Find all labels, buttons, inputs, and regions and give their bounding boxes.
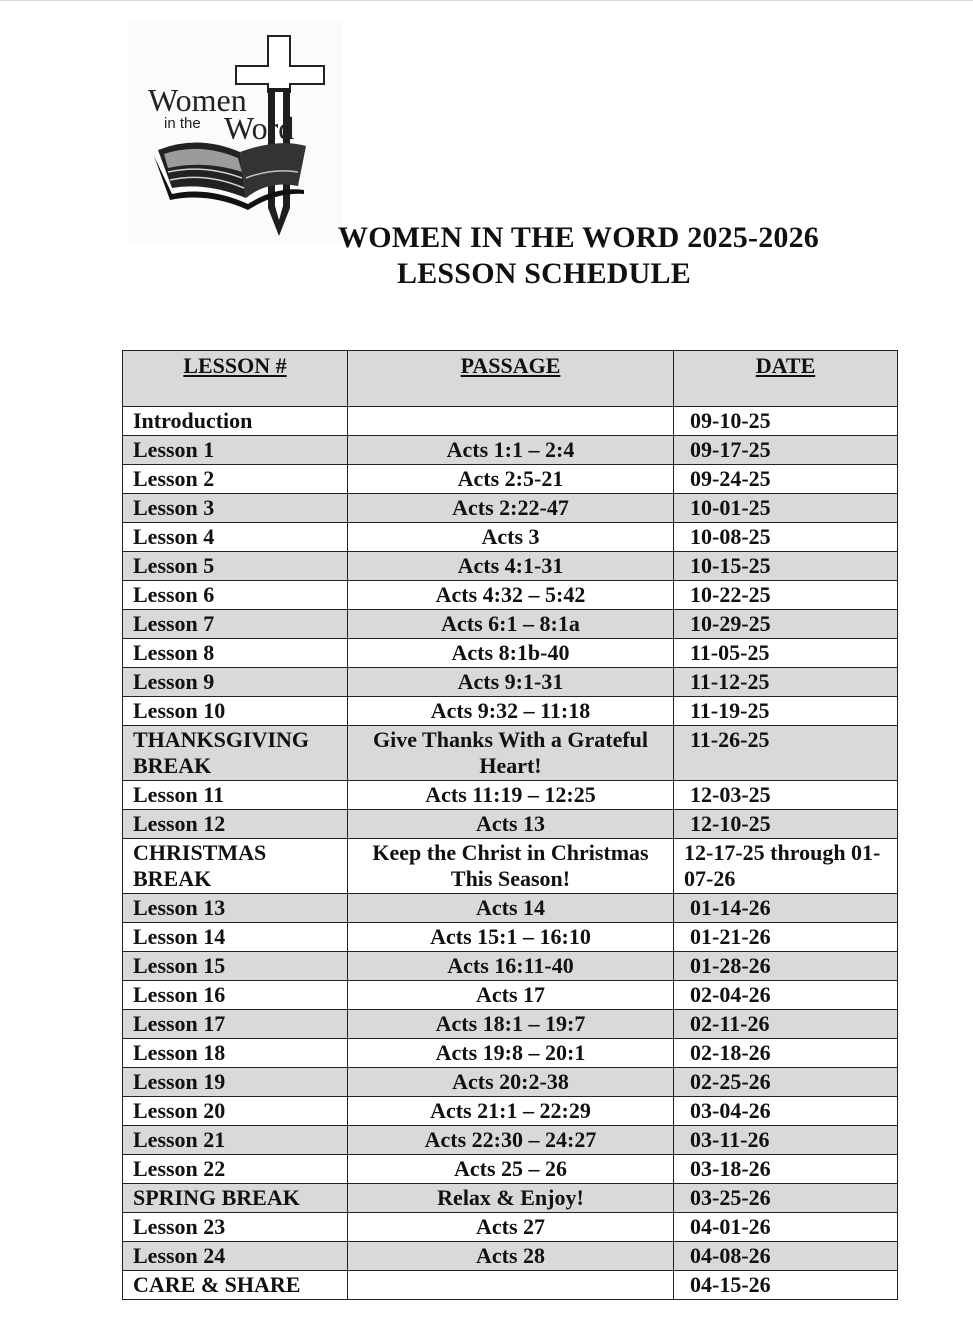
- passage-cell: Acts 13: [348, 810, 674, 839]
- table-row: [123, 668, 898, 697]
- lesson-cell: Lesson 19: [123, 1068, 348, 1097]
- date-cell: 04-15-26: [674, 1271, 898, 1300]
- passage-cell: Acts 11:19 – 12:25: [348, 781, 674, 810]
- table-row: [123, 697, 898, 726]
- table-row: [123, 726, 898, 781]
- passage-cell: Acts 6:1 – 8:1a: [348, 610, 674, 639]
- logo-text-women: Women: [148, 82, 247, 118]
- passage-cell: Acts 25 – 26: [348, 1155, 674, 1184]
- passage-cell: Keep the Christ in Christmas This Season!: [348, 839, 674, 894]
- lesson-cell: Lesson 2: [123, 465, 348, 494]
- date-cell: 02-25-26: [674, 1068, 898, 1097]
- lesson-cell: THANKSGIVING BREAK: [123, 726, 348, 781]
- lesson-cell: CARE & SHARE: [123, 1271, 348, 1300]
- table-row: [123, 1184, 898, 1213]
- date-cell: 01-21-26: [674, 923, 898, 952]
- date-cell: 02-04-26: [674, 981, 898, 1010]
- date-cell: 01-28-26: [674, 952, 898, 981]
- date-cell: 01-14-26: [674, 894, 898, 923]
- date-cell: 04-01-26: [674, 1213, 898, 1242]
- page-title: [338, 220, 819, 292]
- passage-cell: [348, 407, 674, 436]
- lesson-cell: Lesson 9: [123, 668, 348, 697]
- table-row: [123, 1242, 898, 1271]
- lesson-cell: Lesson 22: [123, 1155, 348, 1184]
- table-row: [123, 610, 898, 639]
- date-cell: 11-26-25: [674, 726, 898, 781]
- lesson-cell: Lesson 21: [123, 1126, 348, 1155]
- lesson-cell: Introduction: [123, 407, 348, 436]
- table-row: [123, 1068, 898, 1097]
- passage-cell: Acts 27: [348, 1213, 674, 1242]
- lesson-cell: SPRING BREAK: [123, 1184, 348, 1213]
- table-row: [123, 1097, 898, 1126]
- passage-cell: Acts 8:1b-40: [348, 639, 674, 668]
- passage-cell: Relax & Enjoy!: [348, 1184, 674, 1213]
- passage-cell: Acts 14: [348, 894, 674, 923]
- table-row: [123, 639, 898, 668]
- date-cell: 03-18-26: [674, 1155, 898, 1184]
- lesson-cell: Lesson 24: [123, 1242, 348, 1271]
- women-in-the-word-logo: [128, 22, 342, 244]
- table-row: [123, 523, 898, 552]
- header-lesson-number: LESSON #: [123, 351, 348, 407]
- passage-cell: Give Thanks With a Grateful Heart!: [348, 726, 674, 781]
- table-header-row: [123, 351, 898, 407]
- passage-cell: Acts 17: [348, 981, 674, 1010]
- lesson-cell: Lesson 5: [123, 552, 348, 581]
- date-cell: 11-05-25: [674, 639, 898, 668]
- passage-cell: Acts 9:32 – 11:18: [348, 697, 674, 726]
- lesson-cell: Lesson 14: [123, 923, 348, 952]
- passage-cell: Acts 2:22-47: [348, 494, 674, 523]
- date-cell: 09-24-25: [674, 465, 898, 494]
- date-cell: 11-12-25: [674, 668, 898, 697]
- table-row: [123, 952, 898, 981]
- date-cell: 03-25-26: [674, 1184, 898, 1213]
- passage-cell: Acts 18:1 – 19:7: [348, 1010, 674, 1039]
- lesson-cell: Lesson 13: [123, 894, 348, 923]
- table-row: [123, 1155, 898, 1184]
- lesson-cell: Lesson 3: [123, 494, 348, 523]
- passage-cell: Acts 16:11-40: [348, 952, 674, 981]
- passage-cell: Acts 2:5-21: [348, 465, 674, 494]
- date-cell: 10-08-25: [674, 523, 898, 552]
- table-row: [123, 465, 898, 494]
- passage-cell: Acts 4:1-31: [348, 552, 674, 581]
- date-cell: 12-03-25: [674, 781, 898, 810]
- lesson-cell: Lesson 4: [123, 523, 348, 552]
- date-cell: 02-11-26: [674, 1010, 898, 1039]
- title-line-2: LESSON SCHEDULE: [397, 257, 691, 290]
- table-row: [123, 1271, 898, 1300]
- date-cell: 12-17-25 through 01-07-26: [674, 839, 898, 894]
- table-row: [123, 923, 898, 952]
- table-row: [123, 1126, 898, 1155]
- passage-cell: Acts 4:32 – 5:42: [348, 581, 674, 610]
- passage-cell: Acts 20:2-38: [348, 1068, 674, 1097]
- table-row: [123, 436, 898, 465]
- title-line-1: WOMEN IN THE WORD 2025-2026: [338, 221, 819, 254]
- lesson-cell: Lesson 12: [123, 810, 348, 839]
- lesson-cell: CHRISTMAS BREAK: [123, 839, 348, 894]
- logo-text-word: Word: [224, 110, 295, 146]
- lesson-cell: Lesson 18: [123, 1039, 348, 1068]
- lesson-cell: Lesson 1: [123, 436, 348, 465]
- date-cell: 04-08-26: [674, 1242, 898, 1271]
- passage-cell: Acts 19:8 – 20:1: [348, 1039, 674, 1068]
- table-row: [123, 494, 898, 523]
- table-row: [123, 839, 898, 894]
- date-cell: 03-11-26: [674, 1126, 898, 1155]
- table-row: [123, 407, 898, 436]
- lesson-cell: Lesson 10: [123, 697, 348, 726]
- header-passage: PASSAGE: [348, 351, 674, 407]
- passage-cell: Acts 3: [348, 523, 674, 552]
- table-row: [123, 552, 898, 581]
- passage-cell: Acts 22:30 – 24:27: [348, 1126, 674, 1155]
- passage-cell: [348, 1271, 674, 1300]
- passage-cell: Acts 9:1-31: [348, 668, 674, 697]
- lesson-cell: Lesson 16: [123, 981, 348, 1010]
- date-cell: 10-01-25: [674, 494, 898, 523]
- date-cell: 12-10-25: [674, 810, 898, 839]
- lesson-cell: Lesson 23: [123, 1213, 348, 1242]
- passage-cell: Acts 1:1 – 2:4: [348, 436, 674, 465]
- table-row: [123, 894, 898, 923]
- date-cell: 09-10-25: [674, 407, 898, 436]
- table-row: [123, 781, 898, 810]
- table-row: [123, 581, 898, 610]
- lesson-cell: Lesson 8: [123, 639, 348, 668]
- logo-text-in-the: in the: [164, 115, 201, 132]
- passage-cell: Acts 21:1 – 22:29: [348, 1097, 674, 1126]
- table-body: [123, 407, 898, 1300]
- date-cell: 02-18-26: [674, 1039, 898, 1068]
- lesson-schedule-table: [122, 350, 898, 1300]
- date-cell: 03-04-26: [674, 1097, 898, 1126]
- lesson-cell: Lesson 17: [123, 1010, 348, 1039]
- table-row: [123, 981, 898, 1010]
- lesson-cell: Lesson 20: [123, 1097, 348, 1126]
- date-cell: 10-29-25: [674, 610, 898, 639]
- date-cell: 11-19-25: [674, 697, 898, 726]
- date-cell: 09-17-25: [674, 436, 898, 465]
- table-row: [123, 1039, 898, 1068]
- passage-cell: Acts 28: [348, 1242, 674, 1271]
- table-row: [123, 810, 898, 839]
- table-row: [123, 1010, 898, 1039]
- lesson-cell: Lesson 6: [123, 581, 348, 610]
- date-cell: 10-15-25: [674, 552, 898, 581]
- lesson-cell: Lesson 11: [123, 781, 348, 810]
- passage-cell: Acts 15:1 – 16:10: [348, 923, 674, 952]
- page-top-border: [0, 0, 973, 1]
- table-row: [123, 1213, 898, 1242]
- lesson-cell: Lesson 15: [123, 952, 348, 981]
- lesson-cell: Lesson 7: [123, 610, 348, 639]
- header-date: DATE: [674, 351, 898, 407]
- date-cell: 10-22-25: [674, 581, 898, 610]
